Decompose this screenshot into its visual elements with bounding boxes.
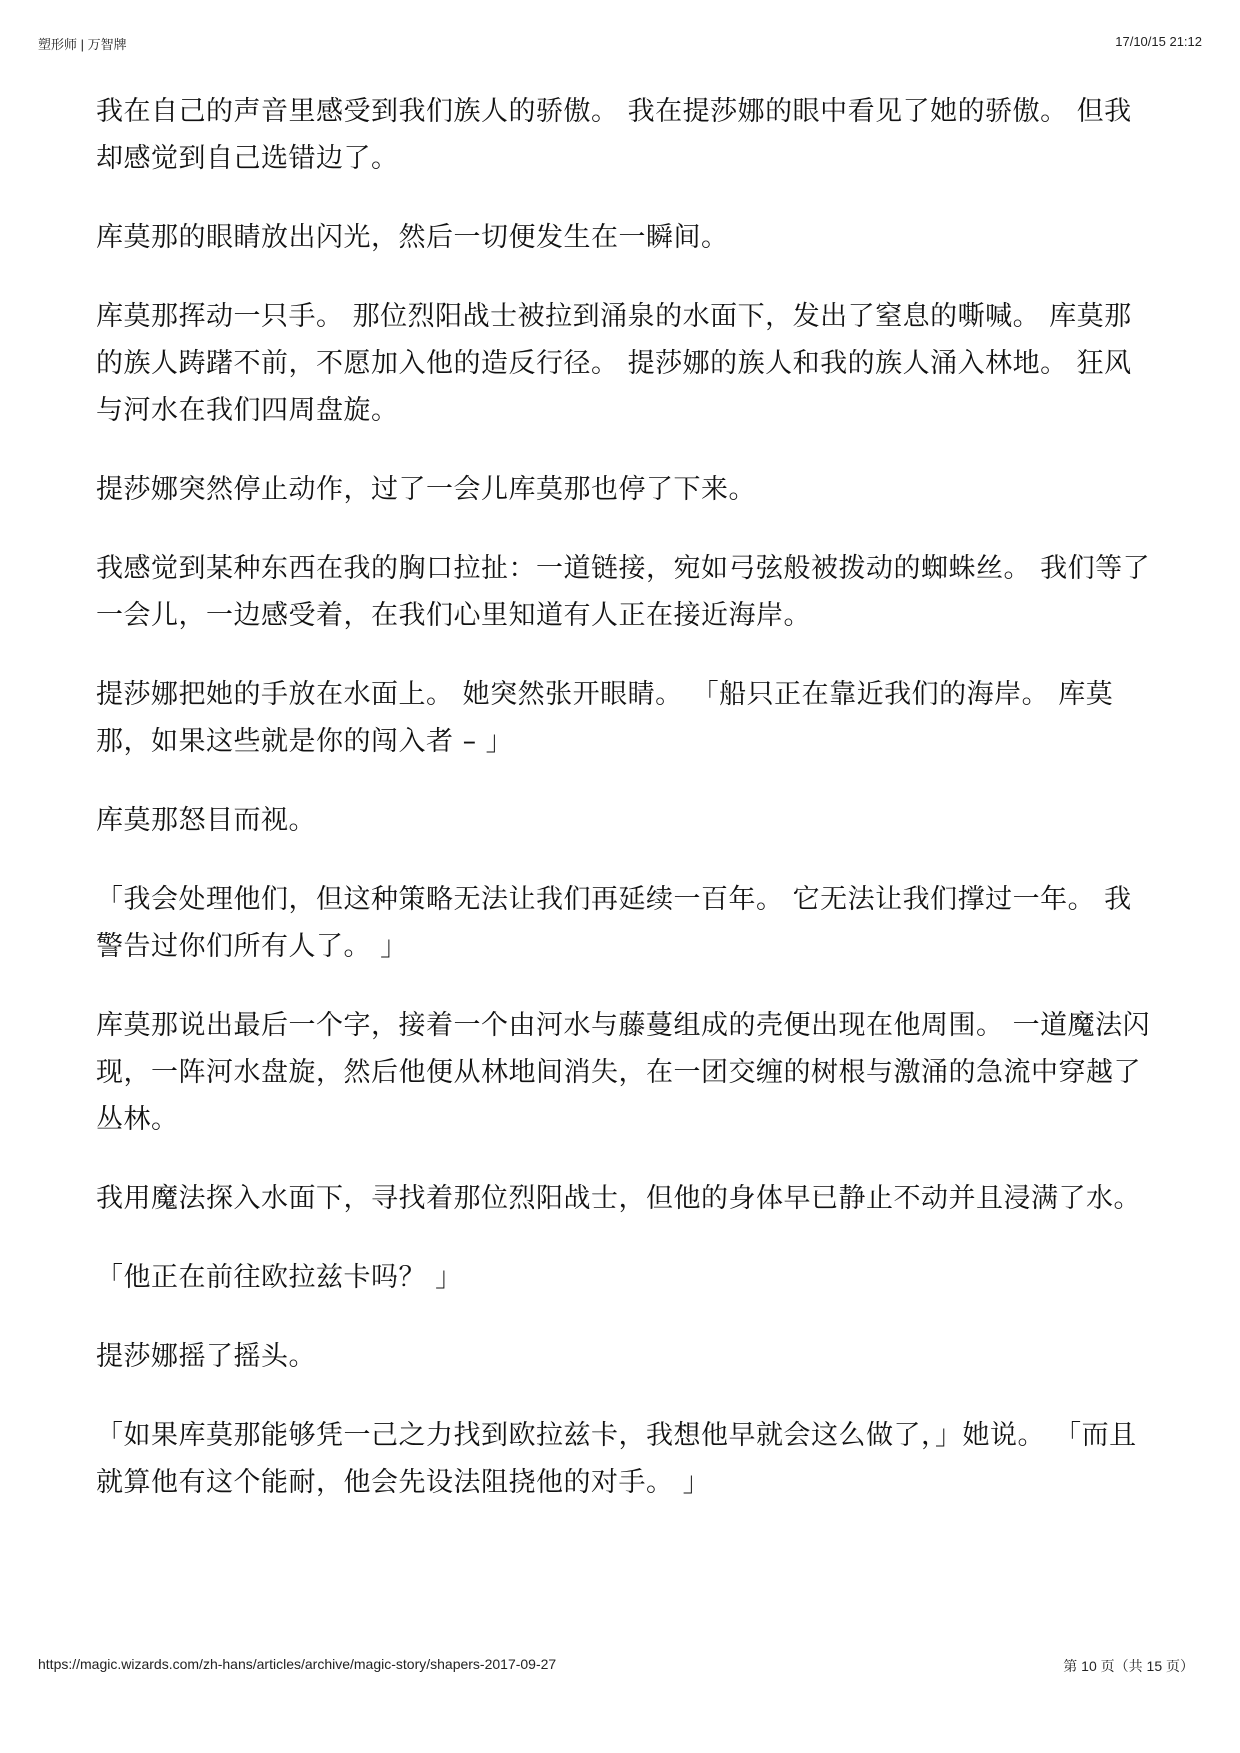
paragraph: 提莎娜摇了摇头。 [96, 1341, 316, 1372]
print-timestamp: 17/10/15 21:12 [1115, 34, 1202, 49]
paragraph: 库莫那挥动一只手。 那位烈阳战士被拉到涌泉的水面下，发出了窒息的嘶喊。 库莫那的族人踌躇不前，不愿加入他的造反行径。 提莎娜的族人和我的族人涌入林地。 狂风与河水在我们四周盘旋。 [96, 301, 1132, 426]
paragraph: 库莫那说出最后一个字，接着一个由河水与藤蔓组成的壳便出现在他周围。 一道魔法闪现，一阵河水盘旋，然后他便从林地间消失，在一团交缠的树根与激涌的急流中穿越了丛林。 [96, 1010, 1151, 1135]
paragraph: 「我会处理他们，但这种策略无法让我们再延续一百年。 它无法让我们撑过一年。 我警告过你们所有人了。 」 [96, 884, 1132, 962]
paragraph: 我在自己的声音里感受到我们族人的骄傲。 我在提莎娜的眼中看见了她的骄傲。 但我却感觉到自己选错边了。 [96, 96, 1132, 174]
paragraph: 库莫那的眼睛放出闪光，然后一切便发生在一瞬间。 [96, 222, 729, 253]
source-url[interactable]: https://magic.wizards.com/zh-hans/articles/archive/magic-story/shapers-2017-09-27 [38, 1656, 557, 1672]
page-footer [38, 1656, 1202, 1676]
paragraph: 提莎娜把她的手放在水面上。 她突然张开眼睛。 「船只正在靠近我们的海岸。 库莫那，如果这些就是你的闯入者 – 」 [96, 679, 1114, 757]
document-title: 塑形师 | 万智牌 [38, 37, 127, 52]
article-body [96, 88, 1156, 1538]
paragraph: 提莎娜突然停止动作，过了一会儿库莫那也停了下来。 [96, 474, 756, 505]
paragraph: 我感觉到某种东西在我的胸口拉扯：一道链接，宛如弓弦般被拨动的蜘蛛丝。 我们等了一会儿，一边感受着，在我们心里知道有人正在接近海岸。 [96, 553, 1151, 631]
page-number: 第 10 页（共 15 页） [1063, 1658, 1194, 1674]
paragraph: 「如果库莫那能够凭一己之力找到欧拉兹卡，我想他早就会这么做了，」她说。 「而且就算他有这个能耐，他会先设法阻挠他的对手。 」 [96, 1420, 1137, 1498]
paragraph: 库莫那怒目而视。 [96, 805, 316, 836]
paragraph: 「他正在前往欧拉兹卡吗？ 」 [96, 1262, 463, 1293]
page-header [38, 34, 1202, 54]
paragraph: 我用魔法探入水面下，寻找着那位烈阳战士，但他的身体早已静止不动并且浸满了水。 [96, 1183, 1141, 1214]
